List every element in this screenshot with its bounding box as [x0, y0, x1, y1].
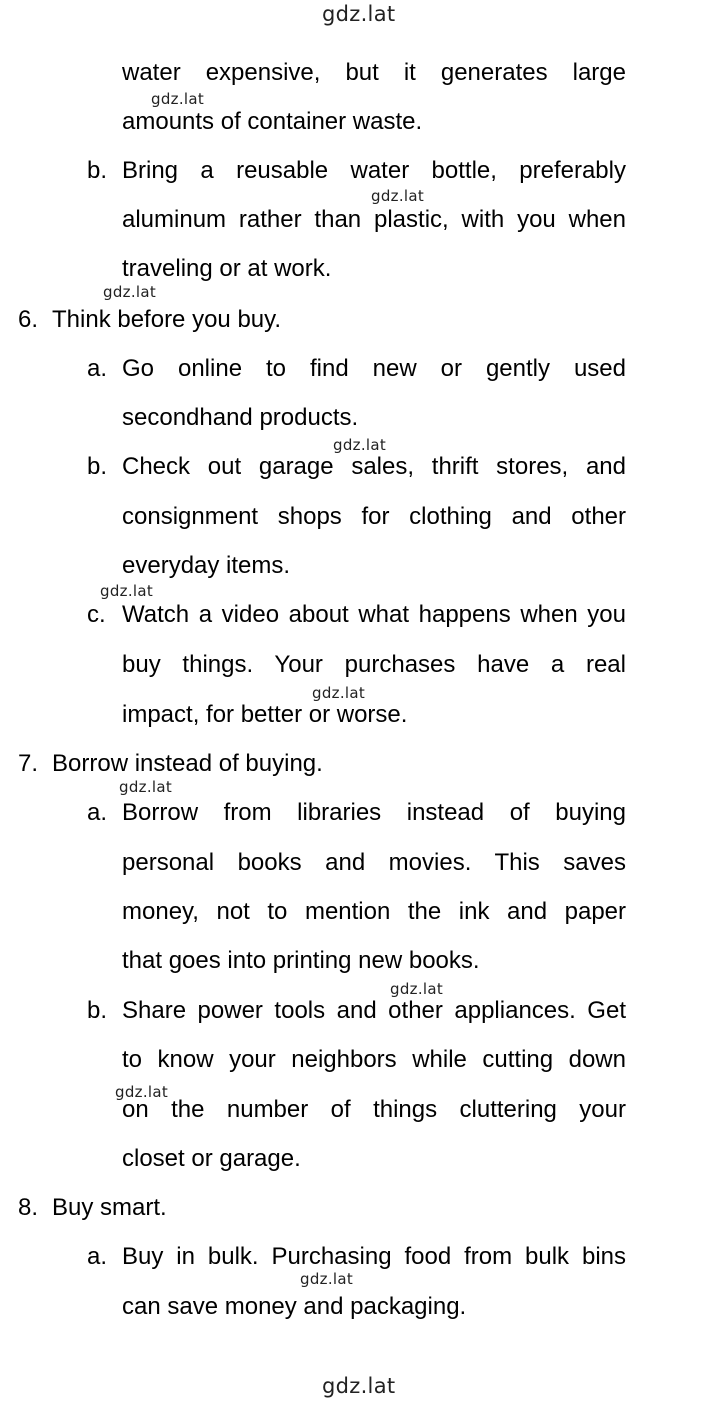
list-item-number: 6. [18, 306, 39, 333]
watermark: gdz.lat [103, 283, 157, 301]
sub-item-letter: a. [87, 355, 108, 382]
body-line: Go online to find new or gently used [122, 355, 626, 382]
list-item-title: Think before you buy. [52, 306, 282, 333]
body-line: to know your neighbors while cutting down [122, 1046, 626, 1073]
watermark-top: gdz.lat [322, 2, 396, 26]
body-line: Borrow from libraries instead of buying [122, 799, 626, 826]
body-line: Share power tools and other appliances. Get [122, 997, 626, 1024]
body-line: can save money and packaging. [122, 1293, 467, 1320]
sub-item-letter: b. [87, 997, 108, 1024]
body-line: water expensive, but it generates large [122, 59, 626, 86]
watermark: gdz.lat [333, 436, 387, 454]
body-line: traveling or at work. [122, 255, 332, 282]
list-item-number: 8. [18, 1194, 39, 1221]
sub-item-letter: c. [87, 601, 106, 628]
sub-item-letter: b. [87, 453, 108, 480]
list-item-title: Borrow instead of buying. [52, 750, 323, 777]
list-item-title: Buy smart. [52, 1194, 167, 1221]
watermark: gdz.lat [390, 980, 444, 998]
watermark-bottom: gdz.lat [322, 1374, 396, 1398]
body-line: personal books and movies. This saves [122, 849, 626, 876]
watermark: gdz.lat [115, 1083, 169, 1101]
watermark: gdz.lat [312, 684, 366, 702]
body-line: money, not to mention the ink and paper [122, 898, 626, 925]
sub-item-letter: a. [87, 799, 108, 826]
body-line: Bring a reusable water bottle, preferably [122, 157, 626, 184]
body-line: on the number of things cluttering your [122, 1096, 626, 1123]
body-line: aluminum rather than plastic, with you when [122, 206, 626, 233]
body-line: Check out garage sales, thrift stores, and [122, 453, 626, 480]
body-line: closet or garage. [122, 1145, 301, 1172]
watermark: gdz.lat [371, 187, 425, 205]
body-line: that goes into printing new books. [122, 947, 480, 974]
body-line: Watch a video about what happens when you [122, 601, 626, 628]
body-line: buy things. Your purchases have a real [122, 651, 626, 678]
sub-item-letter: a. [87, 1243, 108, 1270]
body-line: consignment shops for clothing and other [122, 503, 626, 530]
body-line: amounts of container waste. [122, 108, 423, 135]
watermark: gdz.lat [119, 778, 173, 796]
list-item-number: 7. [18, 750, 39, 777]
body-line: Buy in bulk. Purchasing food from bulk bins [122, 1243, 626, 1270]
watermark: gdz.lat [300, 1270, 354, 1288]
body-line: everyday items. [122, 552, 291, 579]
watermark: gdz.lat [151, 90, 205, 108]
watermark: gdz.lat [100, 582, 154, 600]
body-line: secondhand products. [122, 404, 359, 431]
sub-item-letter: b. [87, 157, 108, 184]
body-line: impact, for better or worse. [122, 701, 408, 728]
